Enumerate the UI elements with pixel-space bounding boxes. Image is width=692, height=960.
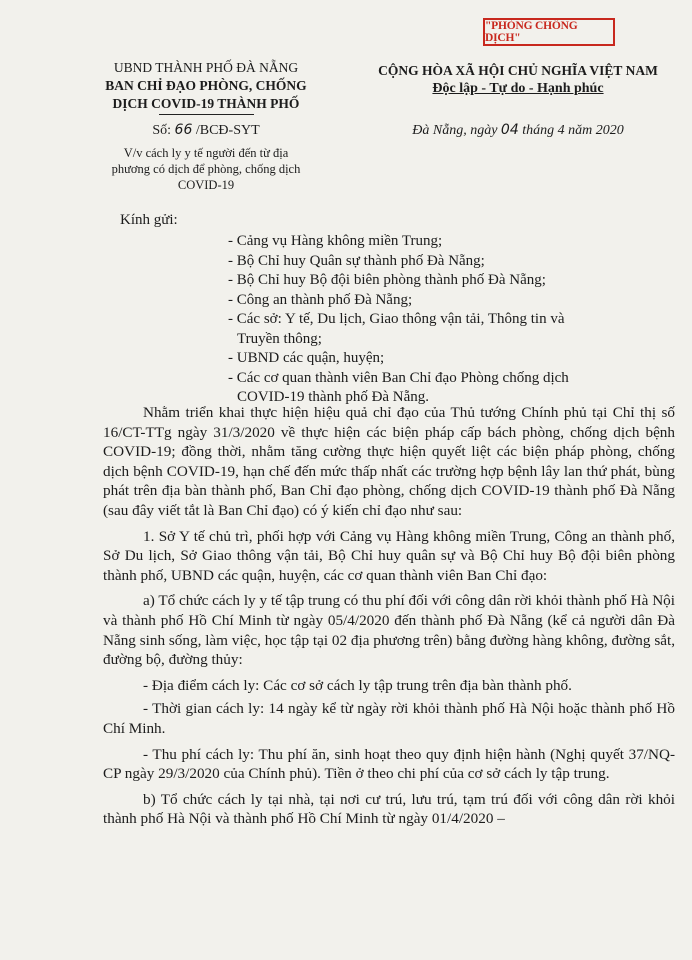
subject-line: COVID-19 [177, 178, 235, 192]
recipient-item-continued: COVID-19 thành phố Đà Nẵng. [237, 389, 430, 405]
committee-name-line2: DỊCH COVID-19 THÀNH PHỐ [112, 96, 300, 111]
subject-line: V/v cách ly y tế người đến từ địa [123, 146, 289, 160]
epidemic-stamp: "PHÒNG CHỐNG DỊCH" [483, 18, 615, 46]
document-date: Đà Nẵng, ngày 04 tháng 4 năm 2020 [412, 122, 624, 138]
body-paragraph: Nhằm triển khai thực hiện hiệu quả chỉ đạo của Thủ tướng Chính phủ tại Chỉ thị số 16/CT-TTg ngày 31/3/2020 về thực hiện các biện pháp cấp bách phòng, chống dịch bệnh COVID-19; đồng thời, nhằm tăng cường thực hiện quyết liệt các biện pháp phòng, chống dịch bệnh COVID-19, hạn chế đến mức thấp nhất các trường hợp bệnh lây lan thứ phát, bùng phát trên địa bàn thành phố, Ban Chỉ đạo phòng, chống dịch COVID-19 thành phố Đà Nẵng (sau đây viết tắt là Ban Chỉ đạo) có ý kiến chỉ đạo như sau: [103, 404, 675, 519]
national-motto: Độc lập - Tự do - Hạnh phúc [432, 81, 604, 96]
body-paragraph: 1. Sở Y tế chủ trì, phối hợp với Cảng vụ Hàng không miền Trung, Công an thành phố, Sở Du lịch, Sở Giao thông vận tải, Bộ Chỉ huy quân sự và Bộ Chỉ huy Bộ đội biên phòng thành phố, UBND các quận, huyện, các cơ quan thành viên Ban Chỉ đạo: [103, 527, 675, 584]
recipient-list [228, 232, 648, 408]
body-paragraph: - Thu phí cách ly: Thu phí ăn, sinh hoạt theo quy định hiện hành (Nghị quyết 37/NQ-CP ngày 29/3/2020 của Chính phủ). Tiền ở theo chi phí của cơ sở cách ly tập trung. [103, 745, 675, 783]
body-paragraph: - Địa điểm cách ly: Các cơ sở cách ly tập trung trên địa bàn thành phố. [143, 676, 572, 694]
subject-line: phương có dịch để phòng, chống dịch [111, 162, 301, 176]
document-body [103, 403, 675, 835]
national-header [350, 62, 686, 139]
doc-number-label: Số: [152, 123, 172, 138]
org-name: UBND THÀNH PHỐ ĐÀ NẴNG [113, 60, 299, 75]
body-paragraph: b) Tổ chức cách ly tại nhà, tại nơi cư trú, lưu trú, tạm trú đối với công dân rời khỏi thành phố Hà Nội và thành phố Hồ Chí Minh từ ngày 01/4/2020 – [103, 790, 675, 828]
recipient-item: - Bộ Chỉ huy Quân sự thành phố Đà Nẵng; [228, 252, 485, 269]
recipient-item: - Cảng vụ Hàng không miền Trung; [228, 233, 443, 249]
greeting: Kính gửi: [120, 212, 178, 228]
document-subject [72, 145, 340, 193]
nation-name: CỘNG HÒA XÃ HỘI CHỦ NGHĨA VIỆT NAM [378, 63, 658, 78]
date-day: 04 [500, 122, 519, 138]
body-paragraph: - Thời gian cách ly: 14 ngày kể từ ngày rời khỏi thành phố Hà Nội hoặc thành phố Hồ Chí Minh. [103, 700, 675, 737]
doc-number-value: 66 [174, 122, 193, 138]
document-number [72, 122, 340, 139]
committee-name-line1: BAN CHỈ ĐẠO PHÒNG, CHỐNG [105, 78, 307, 93]
recipient-item: - Bộ Chỉ huy Bộ đội biên phòng thành phố Đà Nẵng; [228, 272, 546, 288]
doc-number-suffix: /BCĐ-SYT [195, 123, 260, 138]
issuing-authority-header [72, 58, 340, 193]
recipient-item-continued: Truyền thông; [237, 330, 322, 347]
recipient-item: - UBND các quận, huyện; [228, 350, 385, 366]
header-divider [159, 114, 254, 115]
recipient-item: - Các sở: Y tế, Du lịch, Giao thông vận tải, Thông tin và [228, 311, 565, 327]
recipient-item: - Các cơ quan thành viên Ban Chỉ đạo Phòng chống dịch [228, 369, 569, 386]
body-paragraph: a) Tổ chức cách ly y tế tập trung có thu phí đối với công dân rời khỏi thành phố Hà Nội và thành phố Hồ Chí Minh từ ngày 05/4/2020 đến thành phố Đà Nẵng (kể cả người dân Đà Nẵng sinh sống, làm việc, học tập tại 02 địa phương trên) bằng đường hàng không, đường sắt, đường bộ, đường thủy: [103, 592, 675, 669]
recipient-item: - Công an thành phố Đà Nẵng; [228, 291, 413, 308]
